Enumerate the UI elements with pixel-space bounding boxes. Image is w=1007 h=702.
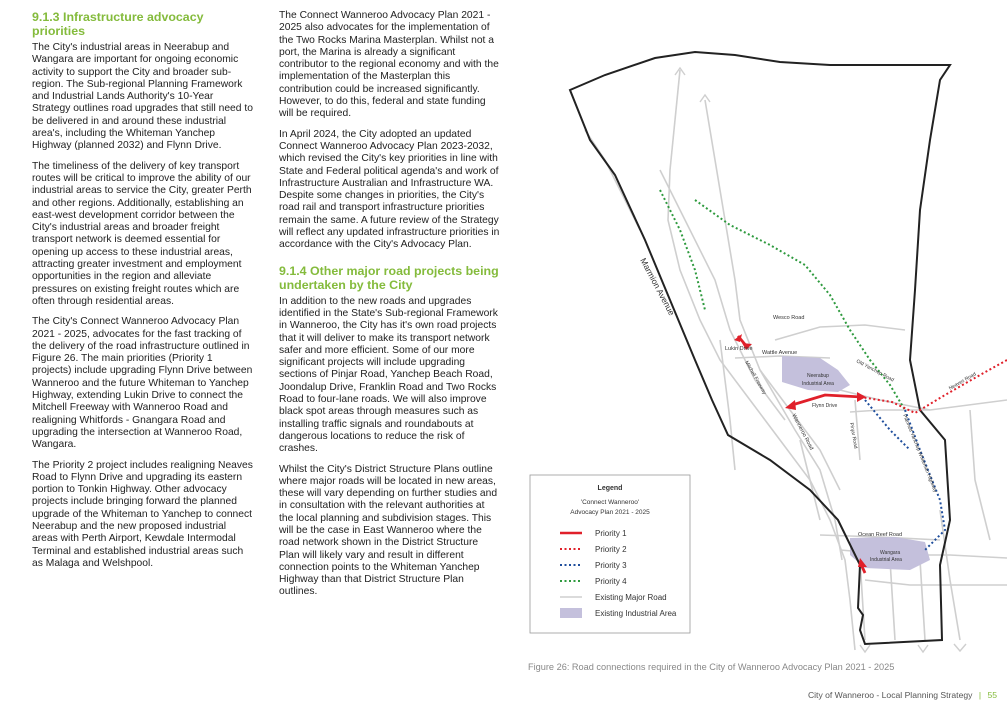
text-column-middle [279, 10, 501, 607]
paragraph: The Connect Wanneroo Advocacy Plan 2021 - 2025 also advocates for the implementation of the Two Rocks Marina Masterplan. Whilst not a port, the Marina is already a significant contributor to the regional economy and with the implementation of the Masterplan this contribution could be increased significantly. However, to do this, federal and state funding will be required. [279, 10, 499, 120]
section-heading-9-1-4: 9.1.4 Other major road projects being undertaken by the City [279, 263, 499, 292]
figure-caption: Figure 26: Road connections required in the City of Wanneroo Advocacy Plan 2021 - 2025 [528, 662, 895, 672]
paragraph: In April 2024, the City adopted an updated Connect Wanneroo Advocacy Plan 2023-2032, which revised the City's key priorities in line with State and Federal political agenda's and work of Infrastructure Australian and Infrastructure WA. Despite some changes in priorities, the City's road rail and transport infrastructure priorities remain the same. A future review of the Strategy will reflect any updated infrastructure priorities in accordance with the City's Advocacy Plan. [279, 128, 500, 251]
neerabup-industrial-label: Industrial Area [802, 381, 834, 387]
flynn-drive-label: Flynn Drive [812, 403, 838, 409]
legend-major-road: Existing Major Road [595, 593, 667, 602]
legend-priority-4: Priority 4 [595, 577, 627, 586]
paragraph: The City's Connect Wanneroo Advocacy Plan 2021 - 2025, advocates for the fast tracking of the delivery of the road infrastructure outlined in Figure 26. The main priorities (Priority 1 projects) include upgrading Flynn Drive between Wanneroo and the future Whiteman to Yanchep Highway, extending Lukin Drive to connect the Mitchell Freeway with Wanneroo Road and realigning Whitfords - Gnangara Road and upgrading the intersection at Wanneroo Road, Wangara. [32, 316, 253, 451]
legend-priority-2: Priority 2 [595, 545, 627, 554]
paragraph: In addition to the new roads and upgrades identified in the State's Sub-regional Framework in Wanneroo, the City has it's own road projects that it will deliver to make its transport network safer and more efficient. Some of our more significant projects will include upgrading sections of Pinjar Road, Yanchep Beach Road, Joondalup Drive, Franklin Road and Two Rocks Road to four-lane roads. We will also improve black spot areas through measures such as installing traffic signals and roundabouts at dangerous locations to reduce the risk of crashes. [279, 295, 498, 455]
section-heading-9-1-3: 9.1.3 Infrastructure advocacy priorities [32, 10, 204, 38]
ocean-reef-road-label: Ocean Reef Road [858, 532, 903, 538]
neaves-road-label: Neaves Road [948, 371, 978, 392]
priority-2-routes [860, 360, 1007, 413]
wanneroo-road-label: Wanneroo Road [790, 413, 815, 452]
legend-industrial-area: Existing Industrial Area [595, 609, 677, 618]
wangara-label: Wangara [880, 550, 901, 556]
wattle-avenue-label: Wattle Avenue [762, 350, 798, 356]
road-connections-map [520, 40, 1007, 655]
legend-priority-1: Priority 1 [595, 529, 627, 538]
map-legend [530, 475, 690, 633]
page-footer [808, 690, 997, 700]
paragraph: The Priority 2 project includes realigning Neaves Road to Flynn Drive and upgrading its eastern portion to Tonkin Highway. Other advocacy projects include bringing forward the planned upgrade of the Whiteman to Yanchep to connect Neerabup and the new proposed industrial areas with Perth Airport, Kewdale Intermodal Terminal and established industrial areas such as Malaga and Welshpool. [32, 459, 253, 569]
wangara-industrial-label: Industrial Area [870, 557, 902, 563]
mitchell-freeway-label: Mitchell Freeway [743, 360, 768, 396]
old-yanchep-road-label: Old Yanchep Road [855, 358, 895, 384]
paragraph: Whilst the City's District Structure Plans outline where major roads will be located in new areas, these will vary depending on further studies and in consultation with the relevant authorities at the local planning and subdivision stages. This will be the case in East Wanneroo where the road network shown in the District Structure Plan will likely vary and result in different connection points to the Whiteman Yanchep Highway than that District Structure Plan outlines. [279, 463, 498, 598]
text-column-left [32, 10, 254, 578]
footer-document-title: City of Wanneroo - Local Planning Strategy [807, 690, 973, 700]
footer-separator: | [978, 690, 982, 700]
marmion-avenue-label: Marmion Avenue [638, 256, 677, 318]
neerabup-label: Neerabup [807, 373, 829, 379]
paragraph: The timeliness of the delivery of key transport routes will be critical to improve the ability of our industrial areas to service the City, greater Perth and other regions. Additionally, establishing an east-west development corridor between the City's industrial areas and broader freight transport network is deemed essential for opening up access to these industrial areas, attracting greater investment and employment opportunities in the region and alleviate pressures on existing freight routes which are often through residential areas. [32, 160, 252, 307]
pinjar-road-label: Pinjar Road [848, 422, 859, 450]
page-number: 55 [987, 690, 997, 700]
paragraph: The City's industrial areas in Neerabup and Wangara are important for ongoing economic activity to support the City and broader sub-region. The Sub-regional Planning Framework and Industrial Lands Authority's 10-Year Strategy outlines road upgrades that still need to be delivered in and around these industrial area's, including the Whiteman Yanchep Highway (planned 2032) and Flynn Drive. [32, 42, 253, 152]
legend-subtitle: Advocacy Plan 2021 - 2025 [570, 509, 650, 516]
legend-industrial-swatch [560, 608, 582, 618]
legend-title: Legend [597, 485, 623, 492]
legend-subtitle: 'Connect Wanneroo' [580, 499, 640, 506]
wesco-road-label: Wesco Road [773, 315, 805, 321]
legend-priority-3: Priority 3 [595, 561, 627, 570]
whiteman-highway-label: Planned Yanchep Whiteman Highway [901, 413, 938, 494]
lukin-drive-label: Lukin Drive [725, 346, 753, 352]
